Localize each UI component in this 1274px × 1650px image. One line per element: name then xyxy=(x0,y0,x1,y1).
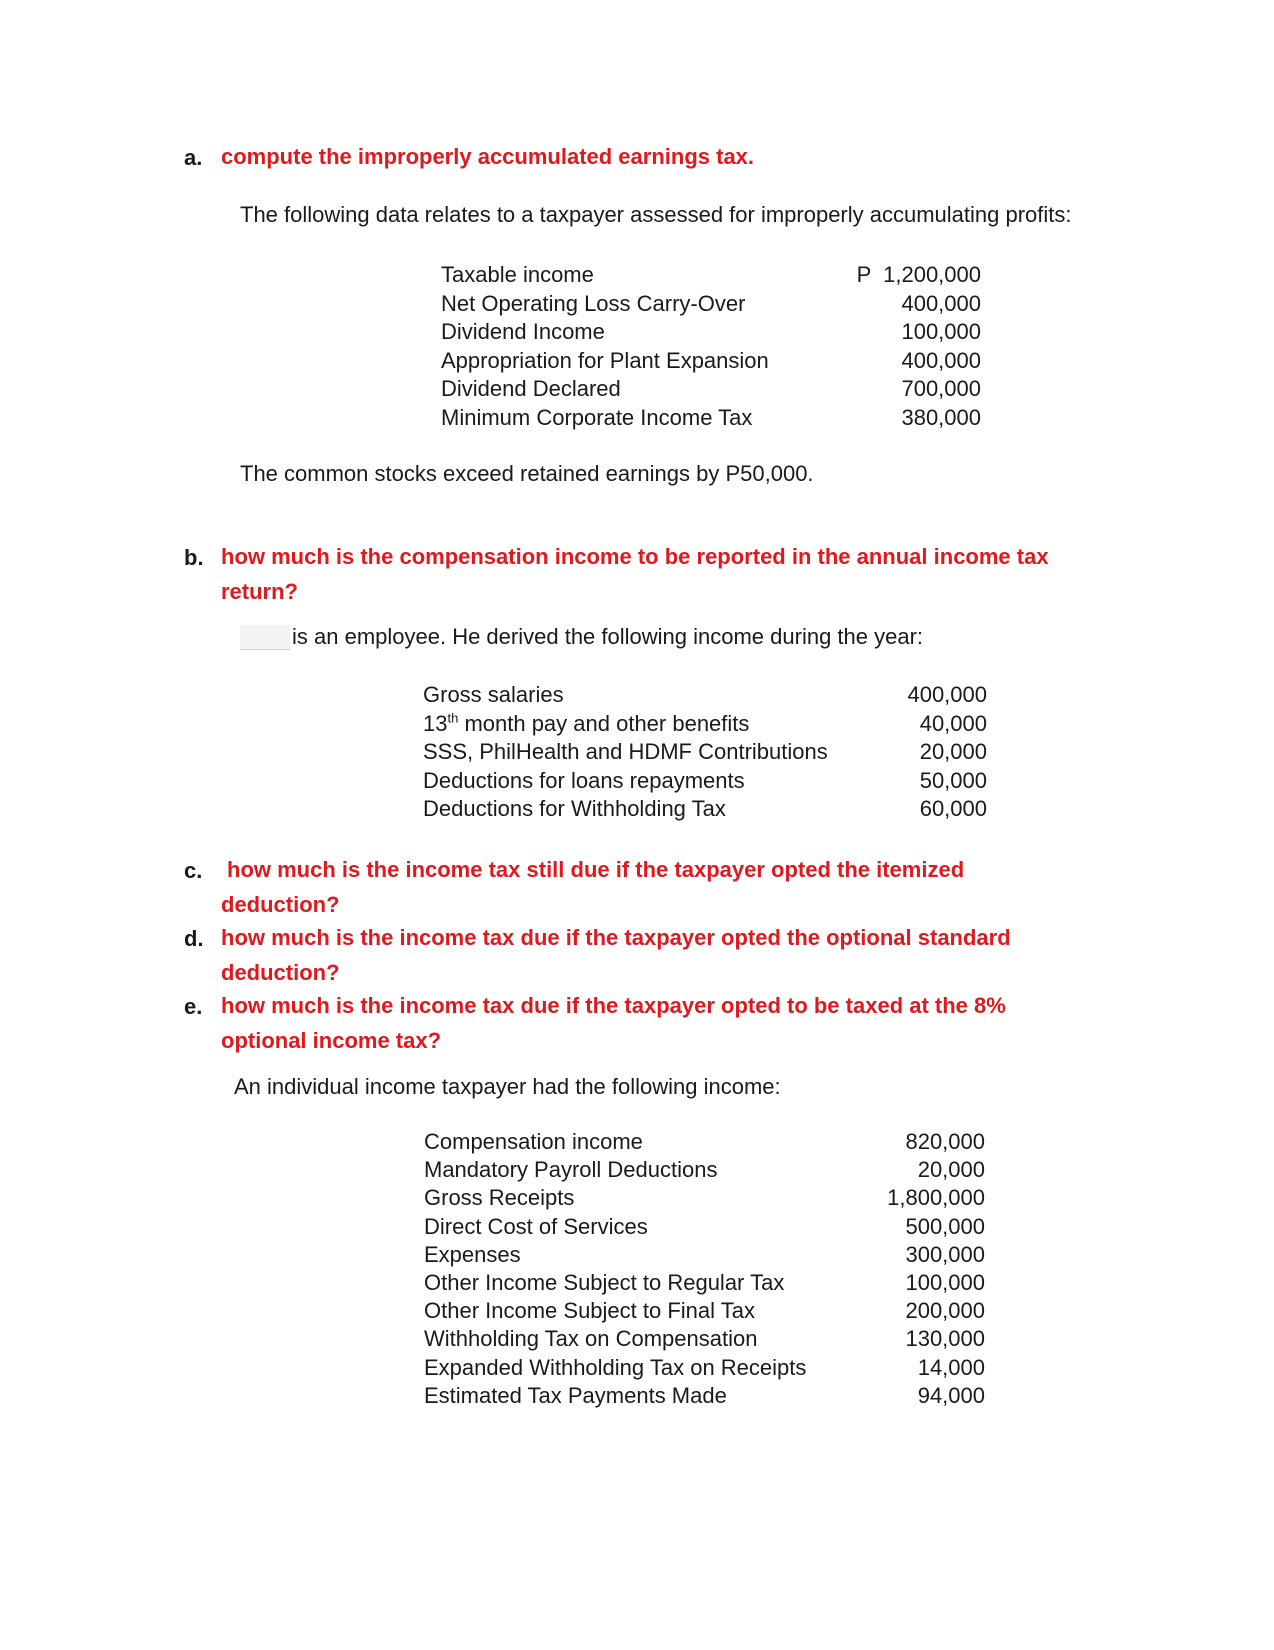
row-label: Withholding Tax on Compensation xyxy=(424,1326,758,1352)
row-label: Other Income Subject to Final Tax xyxy=(424,1298,755,1324)
table-row xyxy=(424,1184,985,1212)
row-label: Dividend Income xyxy=(441,319,605,344)
row-amount: 14,000 xyxy=(917,1354,985,1380)
table-row xyxy=(423,738,987,767)
question-e-letter: e. xyxy=(184,994,203,1019)
question-b-letter: b. xyxy=(184,545,204,570)
row-label: Dividend Declared xyxy=(441,376,621,401)
table-row xyxy=(441,404,981,433)
row-label: Deductions for loans repayments xyxy=(423,767,745,793)
table-row xyxy=(424,1213,985,1241)
question-a-table xyxy=(441,261,981,432)
table-row xyxy=(423,795,987,824)
question-b-intro: is an employee. He derived the following income during the year: xyxy=(292,624,924,649)
row-amount: 50,000 xyxy=(919,767,987,793)
table-row xyxy=(424,1269,985,1297)
question-e-text: how much is the income tax due if the taxpayer opted to be taxed at the 8% optional income tax? xyxy=(221,993,1006,1053)
table-row xyxy=(424,1354,985,1382)
table-row xyxy=(423,681,987,710)
row-amount: 400,000 xyxy=(901,290,981,316)
row-label: Appropriation for Plant Expansion xyxy=(441,347,769,373)
table-row xyxy=(441,290,981,319)
question-b-text: how much is the compensation income to be reported in the annual income tax return? xyxy=(221,544,1049,604)
row-label-rest: month pay and other benefits xyxy=(458,710,750,736)
table-row xyxy=(441,318,981,347)
question-a-text: compute the improperly accumulated earnings tax. xyxy=(221,144,755,169)
row-amount: 1,800,000 xyxy=(887,1185,985,1211)
row-label-number: 13 xyxy=(423,710,448,736)
row-amount: 20,000 xyxy=(917,1157,985,1183)
row-label: Compensation income xyxy=(424,1129,643,1154)
table-row xyxy=(424,1128,985,1156)
row-label: Net Operating Loss Carry-Over xyxy=(441,290,746,316)
row-label: Other Income Subject to Regular Tax xyxy=(424,1269,785,1295)
row-amount: 300,000 xyxy=(905,1241,985,1267)
table-row xyxy=(424,1382,985,1410)
table-row xyxy=(441,375,981,404)
table-row xyxy=(424,1297,985,1325)
row-amount: 60,000 xyxy=(919,796,987,821)
row-amount: 380,000 xyxy=(901,404,981,430)
table-row xyxy=(424,1325,985,1353)
row-label: Estimated Tax Payments Made xyxy=(424,1382,727,1408)
table-row xyxy=(424,1156,985,1184)
table-row xyxy=(423,710,987,739)
row-amount: P 1,200,000 xyxy=(856,262,981,287)
table-row xyxy=(424,1241,985,1269)
row-label xyxy=(423,710,749,739)
row-label: SSS, PhilHealth and HDMF Contributions xyxy=(423,739,828,764)
row-label: Minimum Corporate Income Tax xyxy=(441,404,753,430)
row-label: Expanded Withholding Tax on Receipts xyxy=(424,1354,807,1380)
row-amount: 130,000 xyxy=(905,1326,985,1352)
question-b-table xyxy=(423,681,987,824)
row-label: Mandatory Payroll Deductions xyxy=(424,1157,718,1183)
row-amount: 400,000 xyxy=(907,682,987,707)
question-c-text: how much is the income tax still due if the taxpayer opted the itemized deduction? xyxy=(221,857,965,917)
row-amount: 40,000 xyxy=(919,710,987,736)
row-label: Gross Receipts xyxy=(424,1185,575,1211)
row-amount: 400,000 xyxy=(901,347,981,373)
row-amount: 20,000 xyxy=(919,739,987,764)
row-amount: 100,000 xyxy=(901,319,981,344)
row-amount: 200,000 xyxy=(905,1298,985,1324)
question-d-text: how much is the income tax due if the taxpayer opted the optional standard deduction? xyxy=(221,925,1011,985)
row-amount: 100,000 xyxy=(905,1269,985,1295)
row-label: Deductions for Withholding Tax xyxy=(423,796,726,821)
question-d-letter: d. xyxy=(184,926,204,951)
row-label: Expenses xyxy=(424,1241,521,1267)
question-a-note: The common stocks exceed retained earnings by P50,000. xyxy=(240,461,814,486)
table-row xyxy=(441,261,981,290)
question-e-table xyxy=(424,1128,985,1410)
question-a-intro: The following data relates to a taxpayer assessed for improperly accumulating profits: xyxy=(240,202,1072,227)
question-e-intro: An individual income taxpayer had the following income: xyxy=(234,1074,781,1099)
table-row xyxy=(423,767,987,796)
row-amount: 500,000 xyxy=(905,1213,985,1239)
row-amount: 700,000 xyxy=(901,376,981,401)
redacted-name xyxy=(240,625,290,650)
question-c-letter: c. xyxy=(184,858,203,883)
row-label: Taxable income xyxy=(441,262,594,287)
row-label: Gross salaries xyxy=(423,682,564,707)
row-label: Direct Cost of Services xyxy=(424,1213,648,1239)
question-a-letter: a. xyxy=(184,145,203,170)
row-amount: 820,000 xyxy=(905,1129,985,1154)
row-label-superscript: th xyxy=(447,710,459,726)
row-amount: 94,000 xyxy=(917,1382,985,1408)
table-row xyxy=(441,347,981,376)
